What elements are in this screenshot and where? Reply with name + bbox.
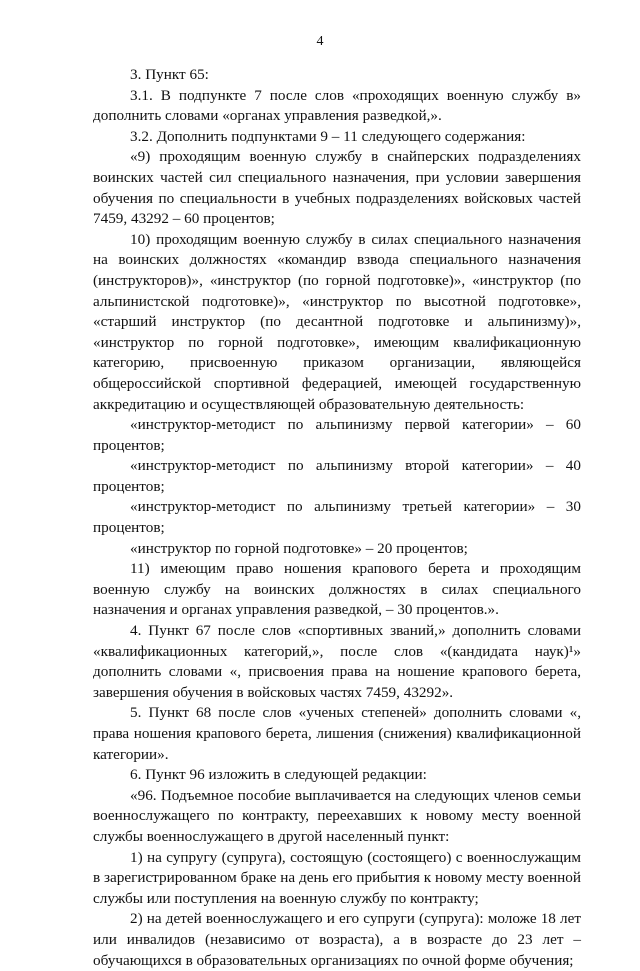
paragraph-subitem-3-1: 3.1. В подпункте 7 после слов «проходящих военную службу в» дополнить словами «органах управления разведкой,». — [93, 86, 581, 125]
paragraph-mountain-training: «инструктор по горной подготовке» – 20 процентов; — [130, 539, 468, 557]
paragraph-category-third: «инструктор-методист по альпинизму третьей категории» – 30 процентов; — [93, 498, 581, 537]
paragraph-item-6: 6. Пункт 96 изложить в следующей редакции: — [130, 766, 427, 784]
paragraph-subpoint-10: 10) проходящим военную службу в силах специального назначения на воинских должностях «командир взвода специального назначения (инструкторов)», «инструктор (по горной подготовке)», «инструктор (по альпинистской подготовке)», «инструктор по высотной подготовке», «старший инструктор (по десантной подготовке и альпинизму)», «инструктор по горной подготовке», имеющим квалификационную категорию, присвоенную приказом организации, являющейся общероссийской спортивной федерацией, имеющей государственную аккредитацию и осуществляющей образовательную деятельность: — [93, 230, 581, 413]
paragraph-point-96-2: 2) на детей военнослужащего и его супруги (супруга): моложе 18 лет или инвалидов (независимо от возраста), а в возрасте до 23 лет – обучающихся в образовательных организациях по очной форме обучения; — [93, 910, 581, 969]
paragraph-subitem-3-2: 3.2. Дополнить подпунктами 9 – 11 следующего содержания: — [130, 127, 526, 145]
paragraph-item-4: 4. Пункт 67 после слов «спортивных званий,» дополнить словами «квалификационных категорий,», после слов «(кандидата наук)¹» дополнить словами «, присвоения права на ношение крапового берета, завершения обучения в войсковых частях 7459, 43292». — [93, 622, 581, 701]
page-number: 4 — [316, 34, 324, 49]
paragraph-item-5: 5. Пункт 68 после слов «ученых степеней» дополнить словами «, права ношения крапового берета, лишения (снижения) квалификационной категории». — [93, 704, 581, 763]
paragraph-point-96-1: 1) на супругу (супруга), состоящую (состоящего) с военнослужащим в зарегистрированном браке на день его прибытия к новому месту военной службы или поступления на военную службу по контракту; — [93, 848, 581, 907]
paragraph-category-first: «инструктор-методист по альпинизму первой категории» – 60 процентов; — [93, 416, 581, 454]
paragraph-subpoint-9: «9) проходящим военную службу в снайперских подразделениях воинских частей сил специального назначения, при условии завершения обучения по специальности в учебных подразделениях войсковых частей 7459, 43292 – 60 процентов; — [93, 148, 581, 228]
paragraph-subpoint-11: 11) имеющим право ношения крапового берета и проходящим военную службу на воинских должностях в силах специального назначения и органах управления разведкой, – 30 процентов.». — [93, 560, 581, 619]
document-body — [93, 65, 581, 971]
paragraph-point-96: «96. Подъемное пособие выплачивается на следующих членов семьи военнослужащего по контракту, переехавших к новому месту военной службы военнослужащего в другой населенный пункт: — [93, 786, 581, 845]
paragraph-item-3: 3. Пункт 65: — [130, 66, 209, 83]
paragraph-category-second: «инструктор-методист по альпинизму второй категории» – 40 процентов; — [93, 457, 581, 495]
